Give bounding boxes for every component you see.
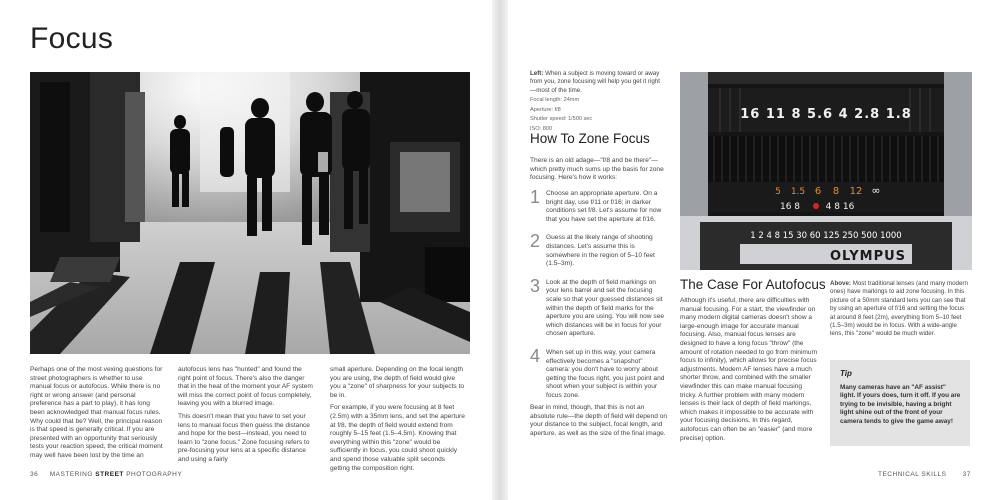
dof-scale-left: 16 8 [779,202,801,212]
step-text: When set up in this way, your camera effectively becomes a "snapshot" camera: you don't have to worry about getting the focus right, you just point and shoot when your subject is within your focus zone. [546,348,665,399]
lens-photo-image [680,72,972,270]
page-number: 36 [30,471,39,478]
page-title: Focus [30,22,114,55]
step-item [530,345,668,401]
body-paragraph: This doesn't mean that you have to set your lens to manual focus then guess the distance and hope for the best—instead, you need to learn to "zone focus." Zone focusing refers to pre-focusing your lens at a specific distance and using a fairly [178,412,310,463]
camera-brand: OLYMPUS [829,249,907,264]
body-column-3 [330,366,465,477]
zone-focus-heading: How To Zone Focus [530,131,650,146]
step-text: Guess at the likely range of shooting distances. Let's assume this is somewhere in the region of 5–10 feet (1.5–3m). [546,234,655,268]
book-gutter [492,0,508,500]
photo-caption [530,70,665,134]
left-page [0,0,492,500]
street-photo [30,72,470,354]
running-head-section: TECHNICAL SKILLS [878,471,947,478]
step-text: Choose an appropriate aperture. On a bright day, use f/11 or f/16; in darker conditions set f/8. Let's assume for now that you have set the aperture at f/16. [546,190,662,223]
step-number: 4 [530,345,541,366]
focus-index-dot [813,203,819,209]
lens-caption [830,280,970,339]
running-head-bold: STREET [95,471,124,478]
exif-focal: Focal length: 24mm [530,97,580,104]
tip-body: Many cameras have an "AF assist" light. If yours does, turn it off. If you are trying to be invisible, having a bright light shine out of the front of your camera tends to give the game away! [840,384,961,425]
page-number: 37 [962,471,971,478]
tip-title: Tip [840,369,852,378]
body-paragraph: For example, if you were focusing at 8 feet (2.5m) with a 35mm lens, and set the aperture at f/8, the depth of field would extend from roughly 5–15 feet (1.5–4.5m). Knowing that everything within this "zone" would be sufficiently in focus, you could shoot quickly and spend those valuable split seconds getting the composition right. [330,404,465,472]
running-head-prefix: MASTERING [49,471,93,478]
body-column-2 [178,366,313,469]
lens-photo [680,72,972,270]
step-item [530,187,668,224]
step-item [530,231,668,268]
autofocus-body: Although it's useful, there are difficulties with manual focusing. For a start, the viewfinder on many modern digital cameras doesn't show a large-enough image for accurate manual focusing. Also, manual focus lenses are designed to have a long focus "throw" (the amount of rotation needed to go from minimum focus to infinity), which allows for precise focus adjustments. Modern AF lenses have a much shorter throw, and combined with the smaller viewfinder this can make manual focusing tricky. A further problem with many modern lenses is their lack of depth of field markings, which makes it impossible to be accurate with your focusing decisions. In this regard, autofocus can often be an "easier" (and more precise) option. [680,297,818,442]
folio-left [30,471,182,478]
dof-scale-right: 4 8 16 [825,202,855,212]
exif-aperture: Aperture: f/8 [530,106,561,113]
tip-box [830,360,970,446]
distance-marking-8: 8 [832,186,840,197]
step-number: 2 [530,231,541,252]
step-text: Look at the depth of field markings on your lens barrel and set the focusing scale so that your guessed distances sit within the depth of field marks for the aperture you are using. You will now see which distances will be in focus for your chosen aperture. [546,278,665,338]
distance-marking-1-5: 1.5 [790,187,806,197]
folio-right [878,471,971,478]
body-paragraph: small aperture. Depending on the focal length you are using, the depth of field would give you a "zone" of sharpness for your subjects to be in. [330,366,465,399]
step-item [530,275,668,339]
zone-focus-intro: There is an old adage—"f/8 and be there"—which pretty much sums up the basis for zone focusing. Here's how it works: [530,157,664,182]
distance-marking-6: 6 [814,186,822,197]
exif-shutter: Shutter speed: 1/500 sec [530,116,593,123]
street-photo-image [30,72,470,354]
body-paragraph: autofocus lens has "hunted" and found the right point of focus. There's also the danger that in the heat of the moment your AF system will miss the correct point of focus completely, leaving you with a blurred image. [178,366,313,408]
shutter-speed-dial: 1 2 4 8 15 30 60 125 250 500 1000 [750,231,902,241]
caption-label: Left: [530,70,544,77]
body-paragraph: Perhaps one of the most vexing questions for street photographers is whether to use manual focus or autofocus. While there is no right or wrong answer (and personal preference has a part to play), it has long been acknowledged that manual focus rules. Why could that be? Well, the principal reason is that speed is generally critical. If you are presented with an opportunity that seriously tests your reaction speed, the critical moment may well have been lost by the time an [30,366,163,459]
step-number: 1 [530,187,541,207]
running-head-suffix: PHOTOGRAPHY [126,471,183,478]
caption-text: Most traditional lenses (and many modern ones) have markings to aid zone focusing. In this picture of a 50mm standard lens you can see that by using an aperture of f/16 and setting the focus at around 8 feet (2m), everything from 5–10 feet (1.5–3m) would be in focus. With a wide-angle lens, this "zone" would be much wider. [830,280,968,338]
aperture-scale-text: 16 11 8 5.6 4 2.8 1.8 [740,107,912,122]
distance-marking-5: 5 [775,187,781,197]
caption-label: Above: [830,280,851,287]
distance-marking-12: 12 [849,186,863,197]
infinity-marking: ∞ [871,184,881,197]
autofocus-heading: The Case For Autofocus [680,277,826,292]
body-column-1 [30,366,165,465]
exif-iso: ISO: 800 [530,126,553,132]
step-number: 3 [530,275,541,296]
zone-focus-note: Bear in mind, though, that this is not an absolute rule—the depth of field will depend on your distance to the subject, focal length, and aperture, as well as the size of the final image. [530,404,668,437]
caption-text: When a subject is moving toward or away from you, zone focusing will help you get it right—most of the time. [530,70,661,94]
zone-focus-steps [530,187,668,400]
